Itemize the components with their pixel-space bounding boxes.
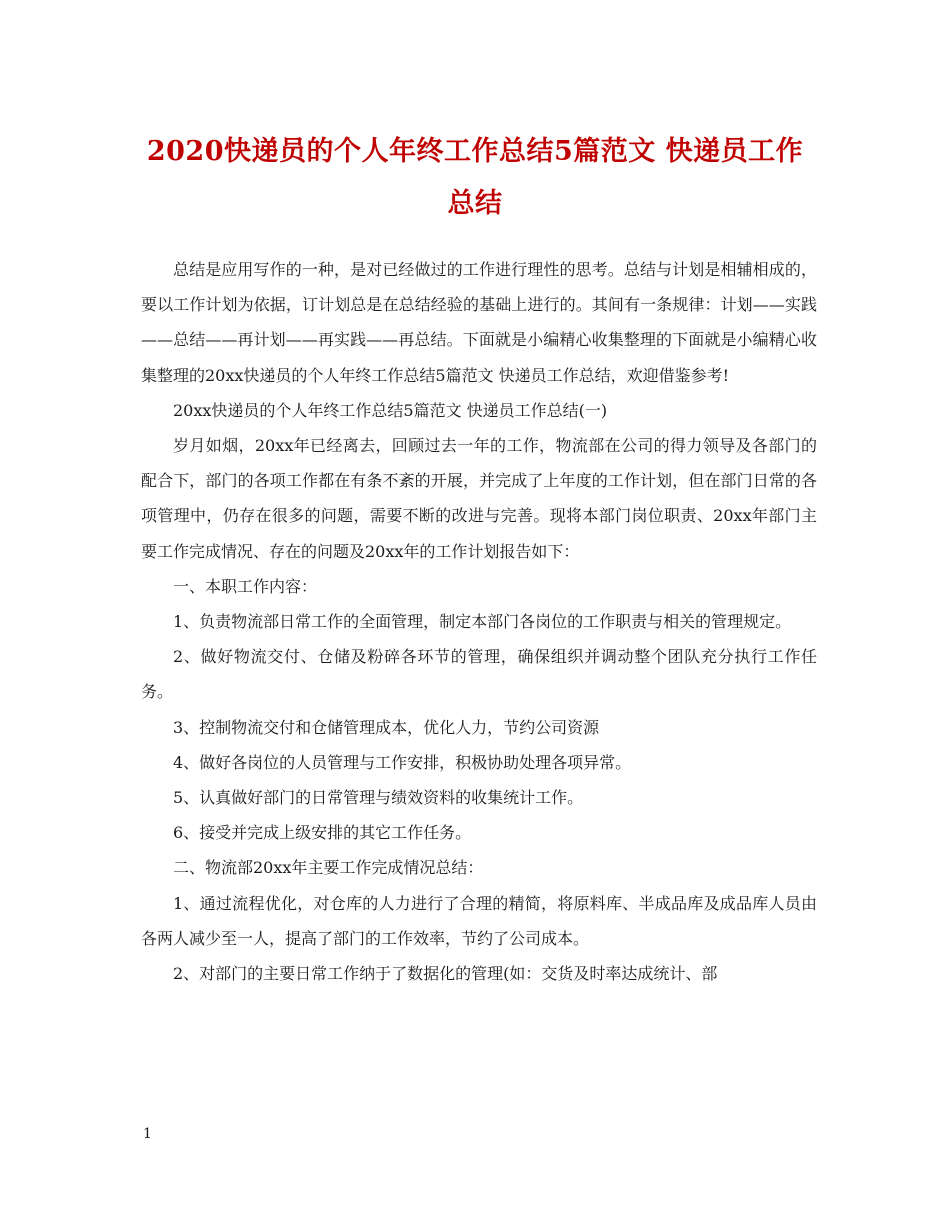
page-number: 1 — [143, 1126, 152, 1142]
paragraph-summary-2: 2、对部门的主要日常工作纳于了数据化的管理(如：交货及时率达成统计、部 — [173, 964, 718, 984]
paragraph-duty-2: 2、做好物流交付、仓储及粉碎各环节的管理，确保组织并调动整个团队充分执行工作任务。 — [141, 647, 817, 702]
paragraph-intro: 总结是应用写作的一种，是对已经做过的工作进行理性的思考。总结与计划是相辅相成的，要以工作计划为依据，订计划总是在总结经验的基础上进行的。其间有一条规律：计划——实践——总结——再计划——再实践——再总结。下面就是小编精心收集整理的下面就是小编精心收集整理的20xx快递员的个人年终工作总结5篇范文 快递员工作总结，欢迎借鉴参考! — [141, 260, 817, 385]
paragraph-duty-6: 6、接受并完成上级安排的其它工作任务。 — [173, 823, 472, 843]
document-body — [141, 252, 817, 991]
paragraph-review: 岁月如烟，20xx年已经离去，回顾过去一年的工作，物流部在公司的得力领导及各部门的配合下，部门的各项工作都在有条不紊的开展，并完成了上年度的工作计划，但在部门日常的各项管理中，仍存在很多的问题，需要不断的改进与完善。现将本部门岗位职责、20xx年部门主要工作完成情况、存在的问题及20xx年的工作计划报告如下： — [141, 436, 817, 561]
paragraph-summary-heading: 二、物流部20xx年主要工作完成情况总结： — [173, 858, 484, 878]
title-line-1: 2020快递员的个人年终工作总结5篇范文 快递员工作 — [146, 136, 804, 167]
paragraph-duty-3: 3、控制物流交付和仓储管理成本，优化人力，节约公司资源 — [173, 717, 600, 737]
paragraph-duty-1: 1、负责物流部日常工作的全面管理，制定本部门各岗位的工作职责与相关的管理规定。 — [173, 612, 792, 632]
paragraph-duty-4: 4、做好各岗位的人员管理与工作安排，积极协助处理各项异常。 — [173, 752, 632, 772]
paragraph-duties-heading: 一、本职工作内容： — [173, 576, 318, 596]
title-line-2: 总结 — [447, 188, 503, 219]
document-title — [140, 126, 810, 230]
paragraph-section-heading: 20xx快递员的个人年终工作总结5篇范文 快递员工作总结(一) — [173, 400, 608, 420]
paragraph-summary-1: 1、通过流程优化，对仓库的人力进行了合理的精简，将原料库、半成品库及成品库人员由各两人减少至一人，提高了部门的工作效率，节约了公司成本。 — [141, 893, 817, 948]
paragraph-duty-5: 5、认真做好部门的日常管理与绩效资料的收集统计工作。 — [173, 788, 584, 808]
